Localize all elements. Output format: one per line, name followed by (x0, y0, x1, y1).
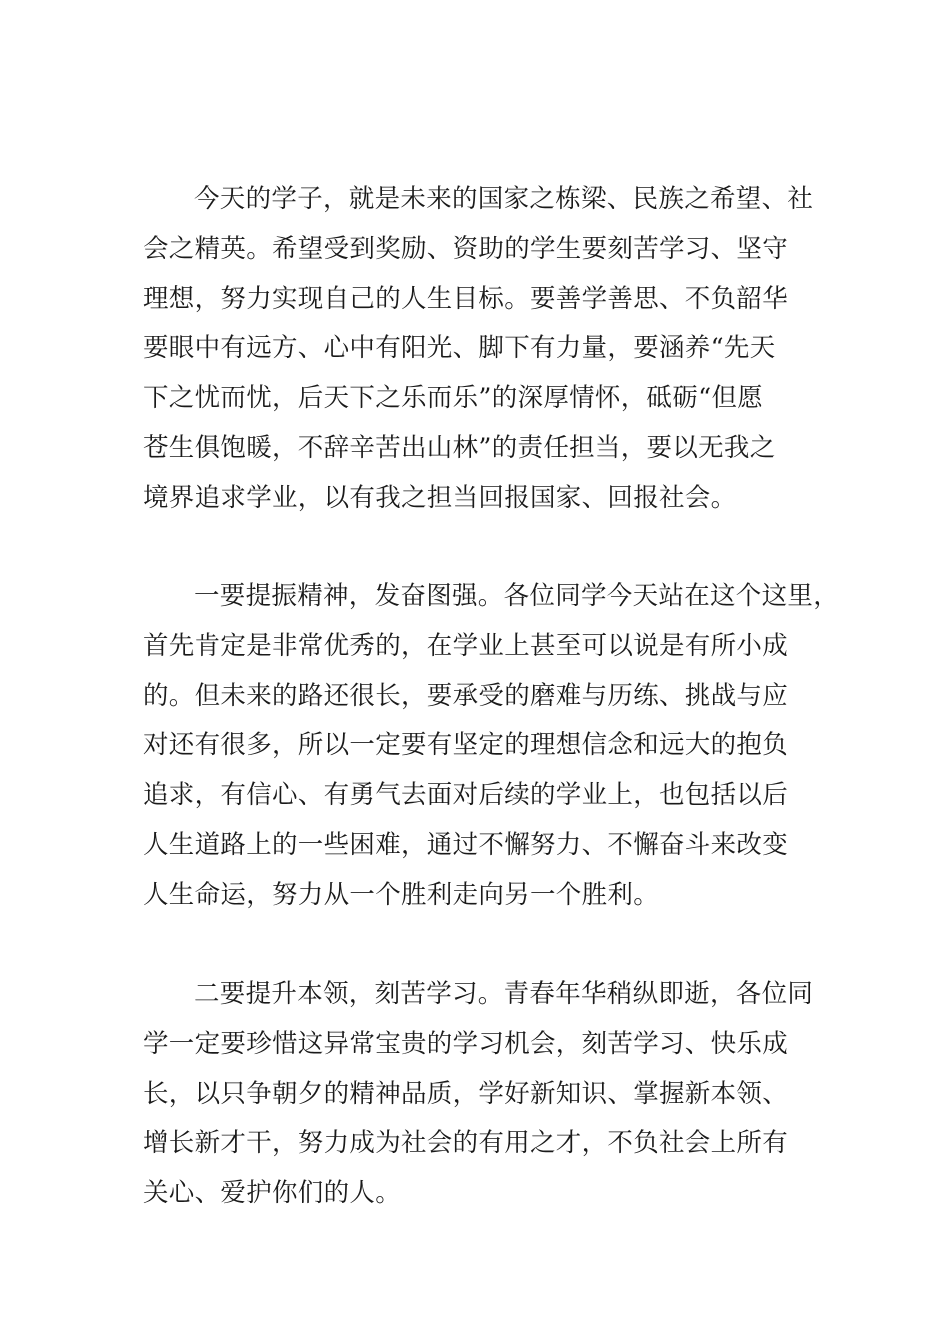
paragraph-line: 下之忧而忧，后天下之乐而乐”的深厚情怀，砥砺“但愿 (143, 383, 764, 414)
paragraph-line: 一要提振精神，发奋图强。各位同学今天站在这个这里， (194, 581, 840, 611)
paragraph-line: 长，以只争朝夕的精神品质，学好新知识、掌握新本领、 (143, 1078, 789, 1109)
paragraph-students-future (143, 175, 833, 524)
paragraph-line: 苍生俱饱暖，不辞辛苦出山林”的责任担当，要以无我之 (143, 432, 776, 463)
paragraph-line: 会之精英。希望受到奖励、资助的学生要刻苦学习、坚守 (143, 233, 789, 264)
paragraph-line: 人生命运，努力从一个胜利走向另一个胜利。 (143, 879, 660, 910)
paragraph-line: 理想，努力实现自己的人生目标。要善学善思、不负韶华 (143, 283, 789, 314)
paragraph-line: 首先肯定是非常优秀的，在学业上甚至可以说是有所小成 (143, 630, 789, 661)
paragraph-line: 二要提升本领，刻苦学习。青春年华稍纵即逝，各位同 (194, 979, 814, 1009)
paragraph-line: 境界追求学业，以有我之担当回报国家、回报社会。 (143, 482, 737, 513)
paragraph-line: 增长新才干，努力成为社会的有用之才，不负社会上所有 (143, 1128, 789, 1159)
paragraph-line: 的。但未来的路还很长，要承受的磨难与历练、挑战与应 (143, 680, 789, 711)
paragraph-line: 追求，有信心、有勇气去面对后续的学业上，也包括以后 (143, 780, 789, 811)
paragraph-line: 对还有很多，所以一定要有坚定的理想信念和远大的抱负 (143, 730, 789, 761)
paragraph-line: 学一定要珍惜这异常宝贵的学习机会，刻苦学习、快乐成 (143, 1028, 789, 1059)
paragraph-line: 关心、爱护你们的人。 (143, 1178, 402, 1209)
paragraph-line: 今天的学子，就是未来的国家之栋梁、民族之希望、社 (194, 184, 814, 214)
paragraph-improve-skills (143, 970, 833, 1219)
paragraph-boost-spirit (143, 572, 840, 921)
paragraph-line: 要眼中有远方、心中有阳光、脚下有力量，要涵养“先天 (143, 333, 776, 364)
paragraph-line: 人生道路上的一些困难，通过不懈努力、不懈奋斗来改变 (143, 829, 789, 860)
